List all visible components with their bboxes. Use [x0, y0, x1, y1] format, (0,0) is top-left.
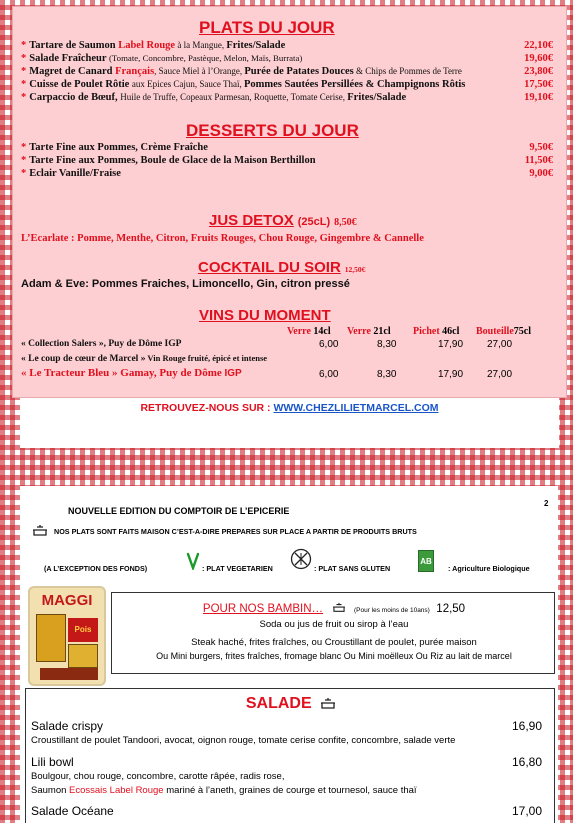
bambins-box — [111, 592, 555, 674]
salade-item-price: 17,00 — [511, 804, 542, 818]
bambins-line: Steak haché, frites fraîches, ou Croustillant de poulet, purée maison — [191, 637, 477, 648]
plat-item: * Carpaccio de Bœuf, Huile de Truffe, Copeaux Parmesan, Roquette, Tomate Cerise, Frites/Salade 19,10€ — [21, 92, 553, 103]
vins-title: VINS DU MOMENT — [199, 307, 331, 324]
jus-title: JUS DETOX — [209, 212, 294, 229]
salade-title: SALADE — [245, 695, 312, 712]
cocktail-line: Adam & Eve: Pommes Fraiches, Limoncello, Gin, citron pressé — [21, 278, 350, 290]
menu-page-2 — [20, 486, 558, 823]
bambins-line: Soda ou jus de fruit ou sirop à l’eau — [259, 619, 409, 630]
gluten-free-icon — [290, 548, 312, 570]
bambins-line: Ou Mini burgers, frites fraîches, fromage blanc Ou Mini moëlleux Ou Riz au lait de marcel — [156, 651, 512, 661]
menu-page-1 — [12, 6, 567, 398]
salade-item-name: Salade crispy — [31, 719, 104, 733]
plat-item: * Tartare de Saumon Label Rouge à la Mangue, Frites/Salade 22,10€ — [21, 40, 553, 51]
dessert-item: * Tarte Fine aux Pommes, Crème Fraîche 9,50€ — [21, 142, 553, 153]
salade-item-price: 16,80 — [511, 755, 542, 769]
maggi-image: MAGGI Pois — [28, 586, 106, 686]
ab-logo-icon: AB — [418, 550, 434, 572]
bio-label: : Agriculture Biologique — [448, 564, 530, 573]
dessert-item: * Tarte Fine aux Pommes, Boule de Glace de la Maison Berthillon 11,50€ — [21, 155, 553, 166]
cocktail-title: COCKTAIL DU SOIR — [198, 259, 341, 276]
plat-item: * Salade Fraîcheur (Tomate, Concombre, Pastèque, Melon, Maïs, Burrata) 19,60€ — [21, 53, 553, 64]
website-link[interactable]: WWW.CHEZLILIETMARCEL.COM — [273, 402, 439, 414]
wine-row: « Le coup de cœur de Marcel » Vin Rouge fruité, épicé et intense — [21, 353, 268, 364]
cooking-pot-icon — [320, 697, 336, 710]
jus-size: (25cL) — [297, 216, 331, 228]
cooking-pot-icon — [32, 524, 48, 537]
plats-title: PLATS DU JOUR — [199, 18, 335, 37]
plat-item: * Magret de Canard Français, Sauce Miel à l’Orange, Purée de Patates Douces & Chips de Pommes de Terre 23,80€ — [21, 66, 553, 77]
retrouvez-banner — [20, 398, 559, 448]
wine-price: 6,00 — [319, 369, 339, 380]
desserts-title: DESSERTS DU JOUR — [186, 121, 359, 140]
salade-item-desc: Croustillant de poulet Tandoori, avocat, oignon rouge, tomate cerise confite, concombre, salade verte — [31, 735, 456, 746]
wine-price: 17,90 — [438, 339, 464, 350]
vegetarian-label: : PLAT VEGETARIEN — [202, 564, 273, 573]
leaf-icon — [186, 552, 200, 570]
wine-price: 17,90 — [438, 369, 464, 380]
dessert-item: * Eclair Vanille/Fraise 9,00€ — [21, 168, 553, 179]
wine-price: 27,00 — [487, 369, 513, 380]
jus-price: 8,50€ — [334, 217, 357, 228]
fait-maison-text: NOS PLATS SONT FAITS MAISON C’EST-A-DIRE PREPARES SUR PLACE A PARTIR DE PRODUITS BRUTS — [54, 527, 417, 536]
plat-item: * Cuisse de Poulet Rôtie aux Epices Cajun, Sauce Thaï, Pommes Sautées Persillées & Champignons Rôtis 17,50€ — [21, 79, 553, 90]
wine-row: « Collection Salers », Puy de Dôme IGP — [21, 339, 182, 349]
bambins-note: (Pour les moins de 10ans) — [353, 607, 430, 614]
wine-price: 8,30 — [377, 339, 397, 350]
cocktail-heading — [198, 259, 365, 277]
jus-line: L’Ecarlate : Pomme, Menthe, Citron, Fruits Rouges, Chou Rouge, Gingembre & Cannelle — [21, 233, 424, 244]
cooking-pot-icon — [332, 602, 346, 613]
wine-price: 27,00 — [487, 339, 513, 350]
salade-item-name: Salade Océane — [31, 804, 114, 818]
salade-item-desc: Boulgour, chou rouge, concombre, carotte râpée, radis rose, — [31, 771, 285, 782]
jus-heading — [209, 212, 357, 230]
retrouvez-label: RETROUVEZ-NOUS SUR : — [140, 402, 274, 414]
bambins-price: 12,50 — [436, 603, 466, 615]
salade-item-name: Lili bowl — [31, 755, 74, 769]
salade-item-desc: Saumon Ecossais Label Rouge mariné à l’aneth, graines de courge et tournesol, sauce thaï — [31, 785, 417, 796]
cocktail-price: 12,50€ — [344, 265, 366, 274]
edition-title: NOUVELLE EDITION DU COMPTOIR DE L’EPICERIE — [68, 506, 290, 516]
wine-price: 8,30 — [377, 369, 397, 380]
exception-text: (A L’EXCEPTION DES FONDS) — [44, 564, 148, 573]
gluten-free-label: : PLAT SANS GLUTEN — [314, 564, 391, 573]
bambins-title: POUR NOS BAMBIN… — [202, 603, 324, 615]
page-number: 2 — [544, 499, 549, 508]
salade-box — [25, 688, 555, 823]
salade-item-price: 16,90 — [511, 719, 542, 733]
vins-header: Verre 14cl Verre 21cl Pichet 46cl Bouteille75cl — [287, 326, 531, 337]
wine-row: « Le Tracteur Bleu » Gamay, Puy de Dôme IGP — [21, 367, 242, 379]
wine-price: 6,00 — [319, 339, 339, 350]
